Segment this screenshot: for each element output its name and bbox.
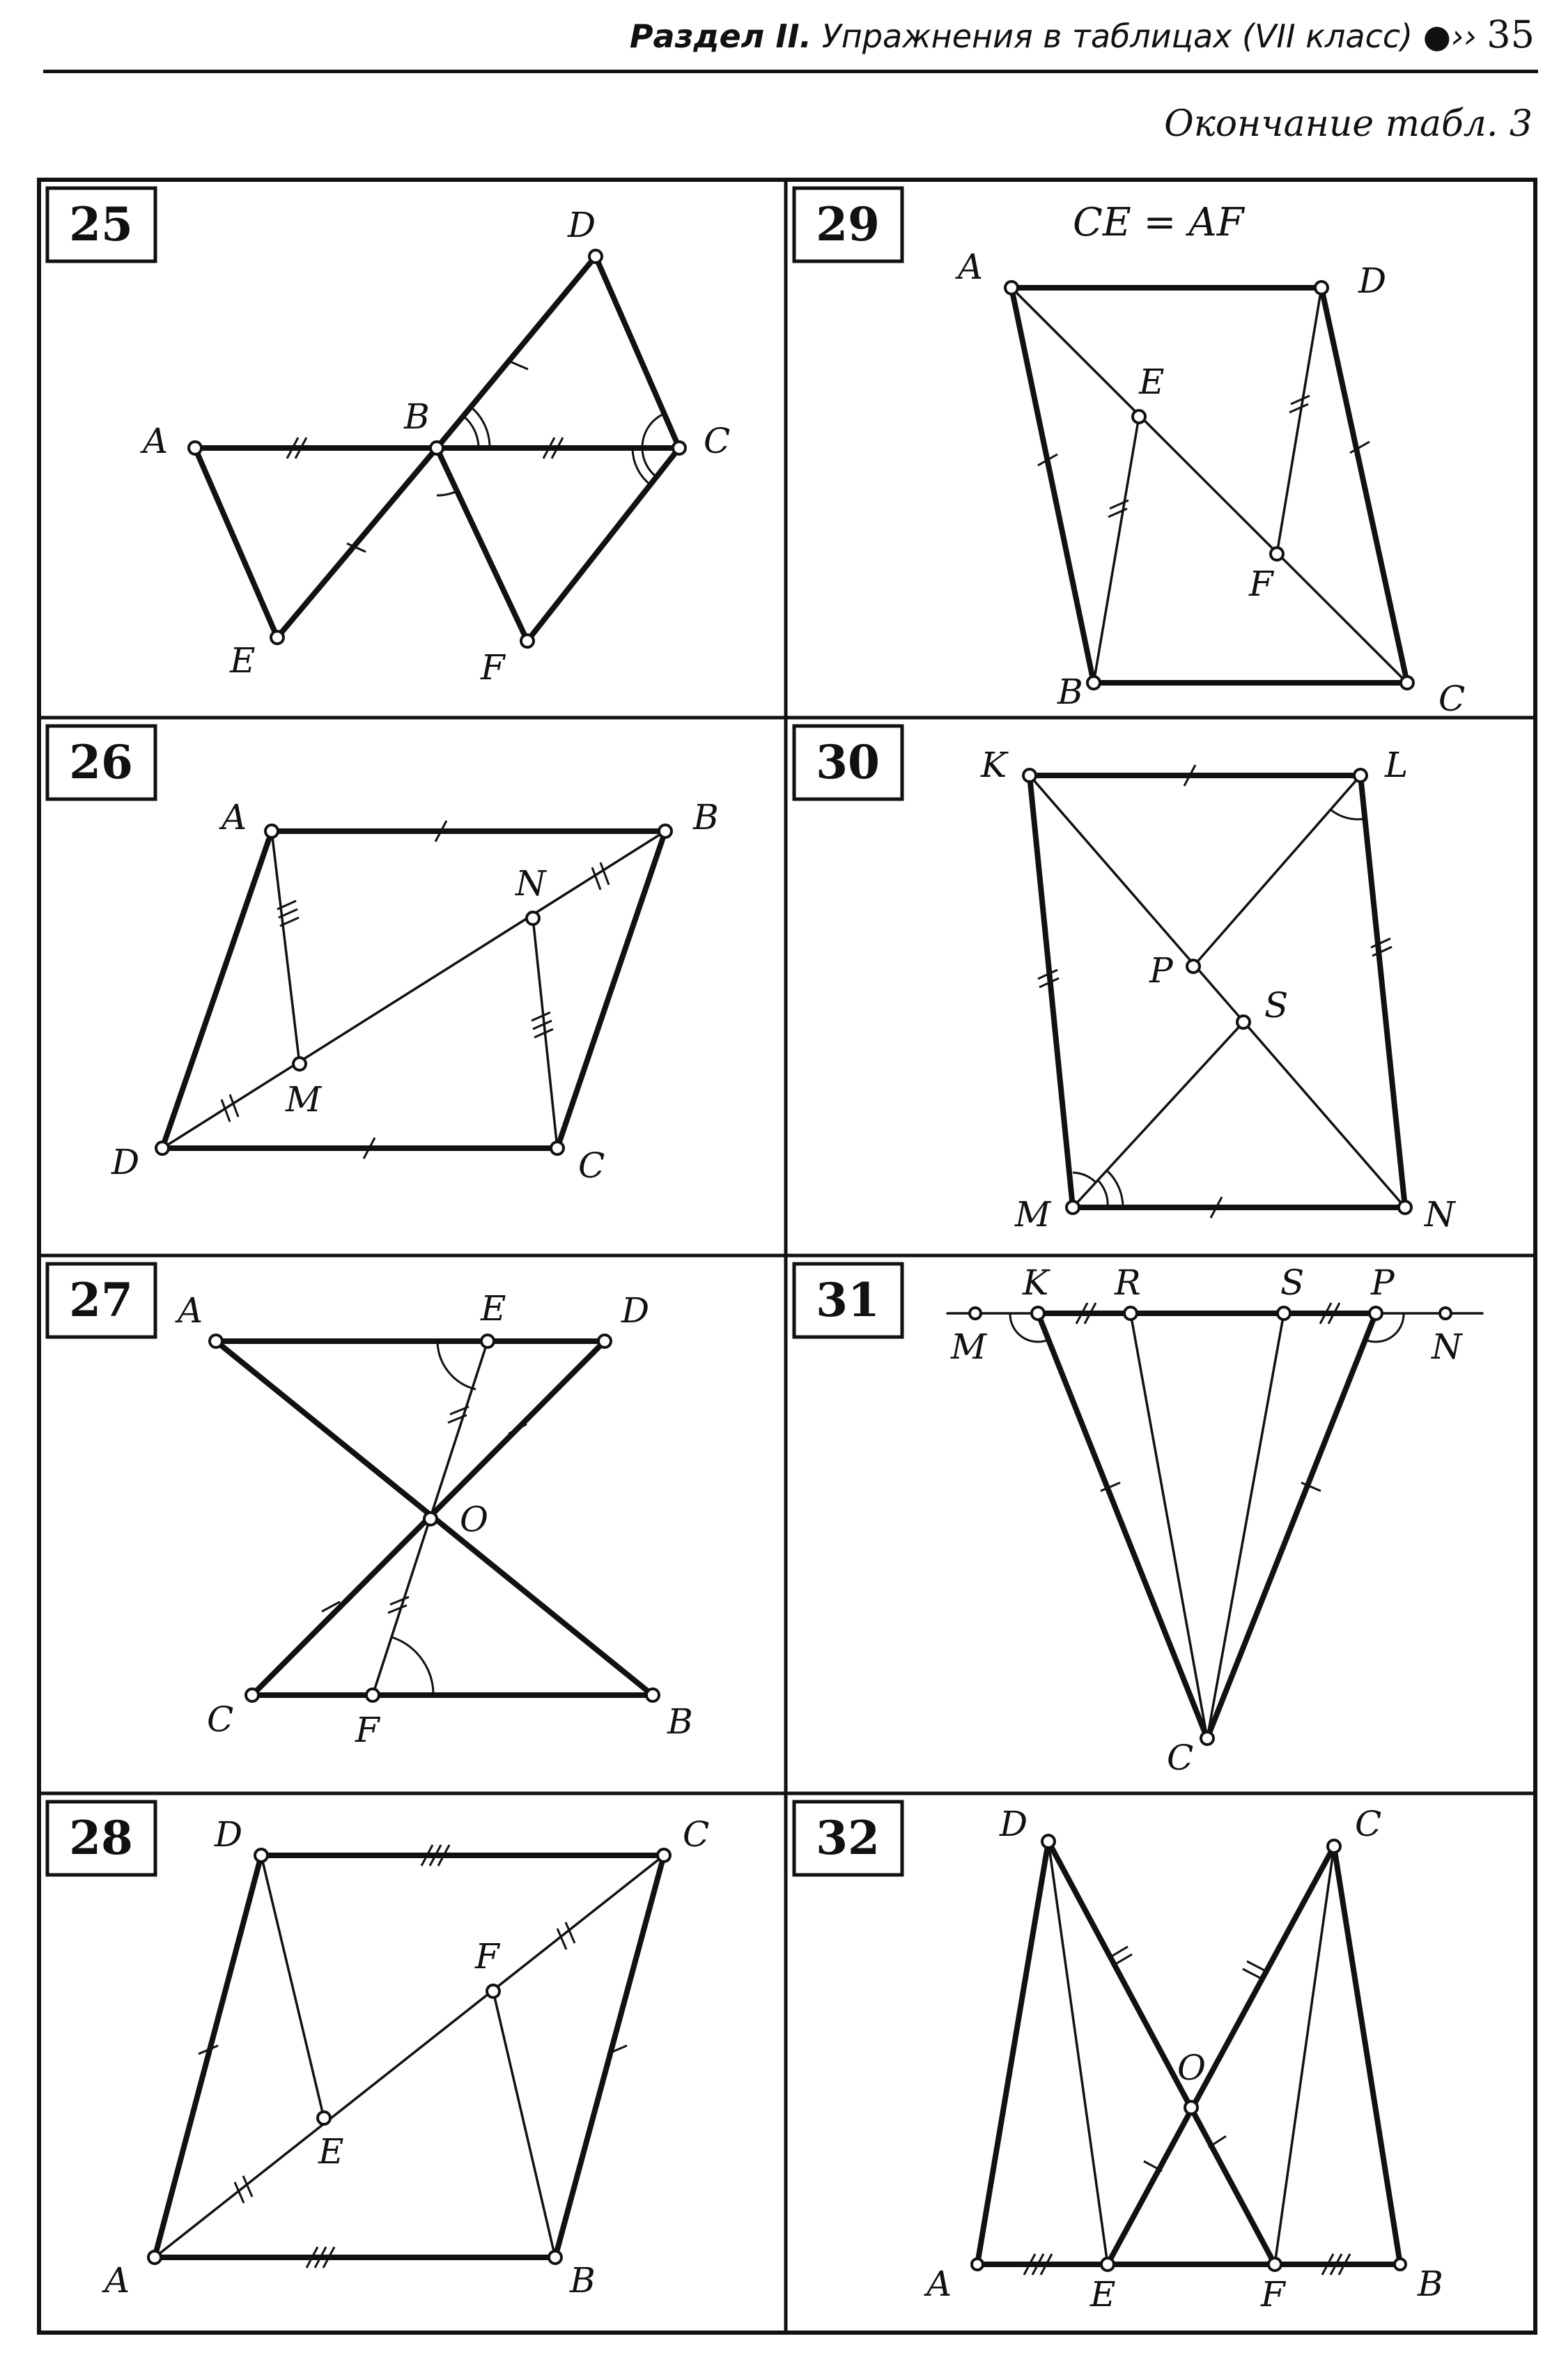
point-label: F bbox=[481, 647, 505, 688]
problem-number: 27 bbox=[69, 1273, 133, 1327]
point-label: N bbox=[1432, 1327, 1462, 1367]
problem-number: 28 bbox=[69, 1811, 133, 1865]
point-label: N bbox=[1425, 1194, 1455, 1235]
figure-29 bbox=[1005, 281, 1413, 689]
point-label: A bbox=[222, 797, 247, 837]
point-label: D bbox=[1358, 261, 1387, 301]
point-label: A bbox=[178, 1290, 203, 1331]
figure-25 bbox=[189, 250, 685, 647]
point-label: C bbox=[683, 1814, 710, 1855]
point-label: A bbox=[143, 421, 169, 461]
problem-31 bbox=[794, 1262, 1482, 1778]
figure-27 bbox=[210, 1335, 659, 1701]
point-label: B bbox=[693, 797, 719, 837]
problem-32 bbox=[794, 1802, 1443, 2315]
problem-29 bbox=[794, 188, 1465, 719]
problem-number: 31 bbox=[816, 1273, 880, 1327]
problem-27 bbox=[47, 1264, 693, 1750]
point-label: K bbox=[1023, 1262, 1049, 1303]
point-label: C bbox=[207, 1699, 234, 1740]
point-label: D bbox=[621, 1290, 650, 1331]
point-label: K bbox=[981, 745, 1007, 785]
problem-condition: CE = AF bbox=[1073, 200, 1244, 245]
point-label: P bbox=[1371, 1262, 1395, 1303]
point-label: C bbox=[578, 1145, 605, 1186]
point-label: M bbox=[951, 1327, 987, 1367]
point-label: B bbox=[570, 2260, 596, 2301]
point-label: C bbox=[1438, 679, 1466, 719]
point-label: E bbox=[481, 1288, 506, 1329]
point-label: E bbox=[318, 2131, 344, 2172]
problem-number: 26 bbox=[69, 735, 133, 789]
point-label: A bbox=[958, 247, 984, 287]
point-label: F bbox=[355, 1710, 380, 1750]
page-number: 35 bbox=[1487, 13, 1535, 56]
point-label: P bbox=[1149, 950, 1173, 991]
point-label: C bbox=[704, 421, 731, 461]
point-label: B bbox=[1418, 2264, 1443, 2304]
point-label: F bbox=[475, 1936, 499, 1977]
point-label: B bbox=[404, 396, 430, 437]
point-label: D bbox=[111, 1142, 140, 1182]
section-label: Раздел II. bbox=[629, 17, 812, 55]
page-marker-icon: ●›› bbox=[1422, 17, 1477, 55]
figure-28 bbox=[148, 1845, 670, 2268]
point-label: B bbox=[667, 1701, 693, 1742]
figure-31 bbox=[947, 1303, 1482, 1745]
figure-26 bbox=[156, 821, 672, 1159]
problem-number: 32 bbox=[816, 1811, 880, 1865]
point-label: L bbox=[1385, 745, 1409, 785]
point-label: R bbox=[1115, 1262, 1141, 1303]
table-caption: Окончание табл. 3 bbox=[1164, 103, 1533, 145]
point-label: M bbox=[286, 1079, 322, 1120]
point-label: A bbox=[926, 2264, 952, 2304]
point-label: C bbox=[1355, 1804, 1382, 1844]
section-title: Упражнения в таблицах (VII класс) bbox=[821, 17, 1413, 55]
point-label: M bbox=[1015, 1194, 1051, 1235]
problem-26 bbox=[47, 726, 719, 1186]
problem-number: 29 bbox=[816, 197, 880, 252]
point-label: C bbox=[1167, 1738, 1194, 1778]
problem-number: 25 bbox=[69, 197, 133, 252]
point-label: D bbox=[215, 1814, 243, 1855]
point-label: D bbox=[568, 205, 596, 245]
point-label: O bbox=[460, 1499, 488, 1540]
point-label: F bbox=[1249, 564, 1273, 604]
point-label: B bbox=[1057, 672, 1083, 712]
problem-30 bbox=[794, 726, 1457, 1235]
point-label: A bbox=[104, 2260, 130, 2301]
problem-number: 30 bbox=[816, 735, 880, 789]
point-label: D bbox=[1000, 1804, 1028, 1844]
point-label: S bbox=[1280, 1262, 1305, 1303]
point-label: N bbox=[515, 863, 546, 904]
point-label: E bbox=[1090, 2274, 1116, 2315]
point-label: S bbox=[1264, 985, 1289, 1026]
point-label: O bbox=[1177, 2048, 1206, 2088]
point-label: E bbox=[1139, 362, 1165, 402]
problem-28 bbox=[47, 1802, 709, 2301]
figure-30 bbox=[1023, 765, 1411, 1218]
point-label: E bbox=[230, 640, 256, 681]
problem-25 bbox=[47, 188, 730, 688]
point-label: F bbox=[1261, 2274, 1285, 2315]
